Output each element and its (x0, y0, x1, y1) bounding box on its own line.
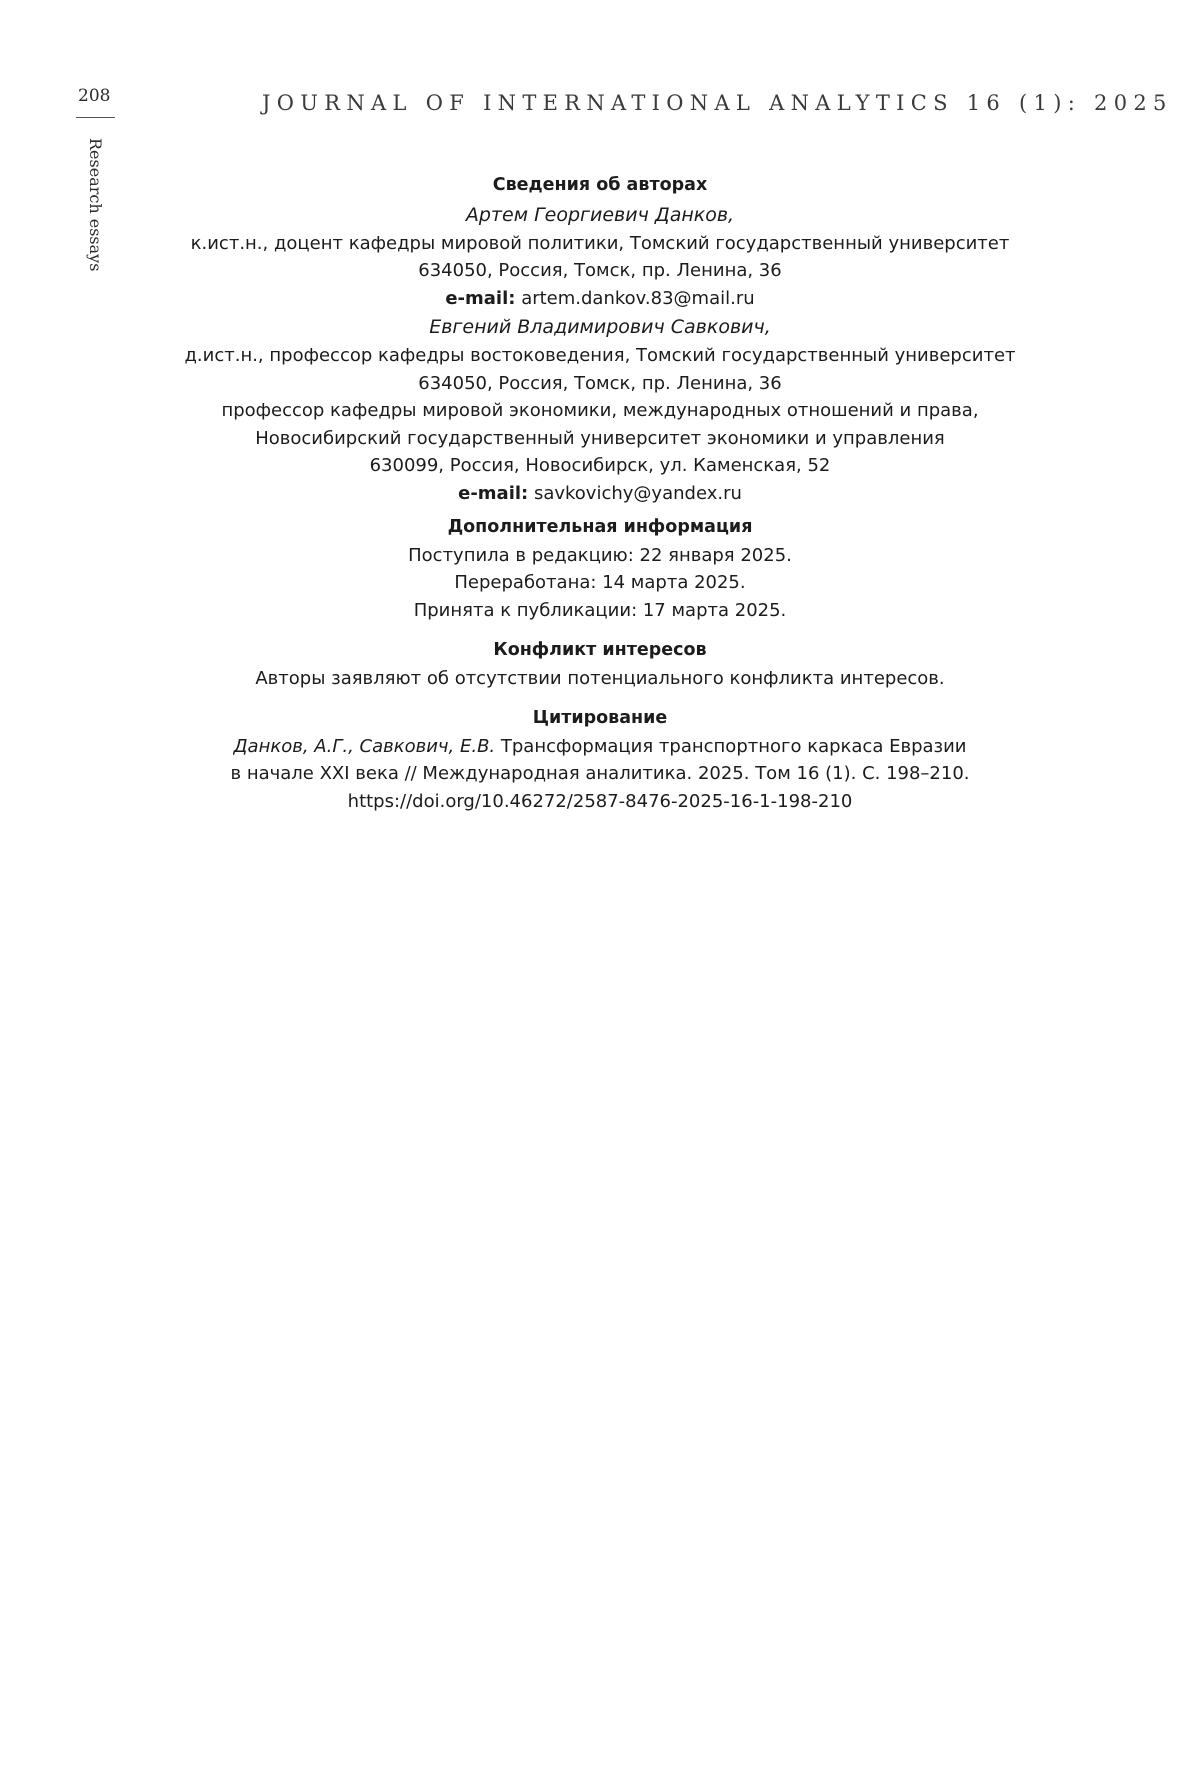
page-number: 208 (78, 86, 111, 106)
additional-info-section (160, 514, 1040, 624)
author-affiliation: к.ист.н., доцент кафедры мировой политики, Томский государственный университет (190, 232, 1010, 254)
authors-section (160, 172, 1040, 507)
author-email-line (160, 480, 1040, 508)
author-affiliation: Новосибирский государственный университет экономики и управления (255, 427, 945, 449)
article-back-matter (160, 172, 1040, 815)
author-email-line (160, 285, 1040, 313)
received-date: Поступила в редакцию: 22 января 2025. (408, 544, 792, 566)
conflict-heading: Конфликт интересов (493, 640, 707, 660)
author-block (160, 200, 1040, 313)
running-title: JOURNAL OF INTERNATIONAL ANALYTICS 16 (1): 2025 (262, 91, 1173, 115)
revised-date: Переработана: 14 марта 2025. (454, 572, 746, 593)
additional-info-heading: Дополнительная информация (447, 517, 753, 537)
author-block (160, 312, 1040, 507)
citation-line: в начале XXI века // Международная аналитика. 2025. Том 16 (1). С. 198–210. (230, 763, 970, 784)
conflict-text: Авторы заявляют об отсутствии потенциального конфликта интересов. (255, 667, 945, 689)
conflict-section (160, 637, 1040, 692)
section-label: Research essays (86, 138, 105, 272)
author-address: 634050, Россия, Томск, пр. Ленина, 36 (418, 260, 782, 281)
citation-authors: Данков, А.Г., Савкович, Е.В. (233, 735, 496, 757)
header-divider (76, 117, 115, 118)
authors-heading: Сведения об авторах (492, 175, 708, 195)
email-label: e-mail: (458, 482, 529, 504)
citation-section (160, 705, 1040, 815)
author-affiliation: д.ист.н., профессор кафедры востоковедения, Томский государственный университет (184, 345, 1016, 366)
citation-title: Трансформация транспортного каркаса Евразии (495, 735, 967, 757)
author-affiliation: профессор кафедры мировой экономики, международных отношений и права, (221, 400, 979, 421)
author-address: 634050, Россия, Томск, пр. Ленина, 36 (418, 372, 782, 394)
citation-doi[interactable]: https://doi.org/10.46272/2587-8476-2025-16-1-198-210 (347, 790, 853, 812)
author-address: 630099, Россия, Новосибирск, ул. Каменская, 52 (369, 455, 831, 476)
author-name: Артем Георгиевич Данков, (465, 203, 735, 226)
citation-line (160, 733, 1040, 761)
author-email: artem.dankov.83@mail.ru (515, 287, 755, 309)
author-name: Евгений Владимирович Савкович, (429, 316, 771, 338)
citation-heading: Цитирование (532, 708, 668, 728)
author-email: savkovichy@yandex.ru (528, 482, 742, 504)
email-label: e-mail: (445, 287, 516, 309)
accepted-date: Принята к публикации: 17 марта 2025. (413, 599, 787, 621)
